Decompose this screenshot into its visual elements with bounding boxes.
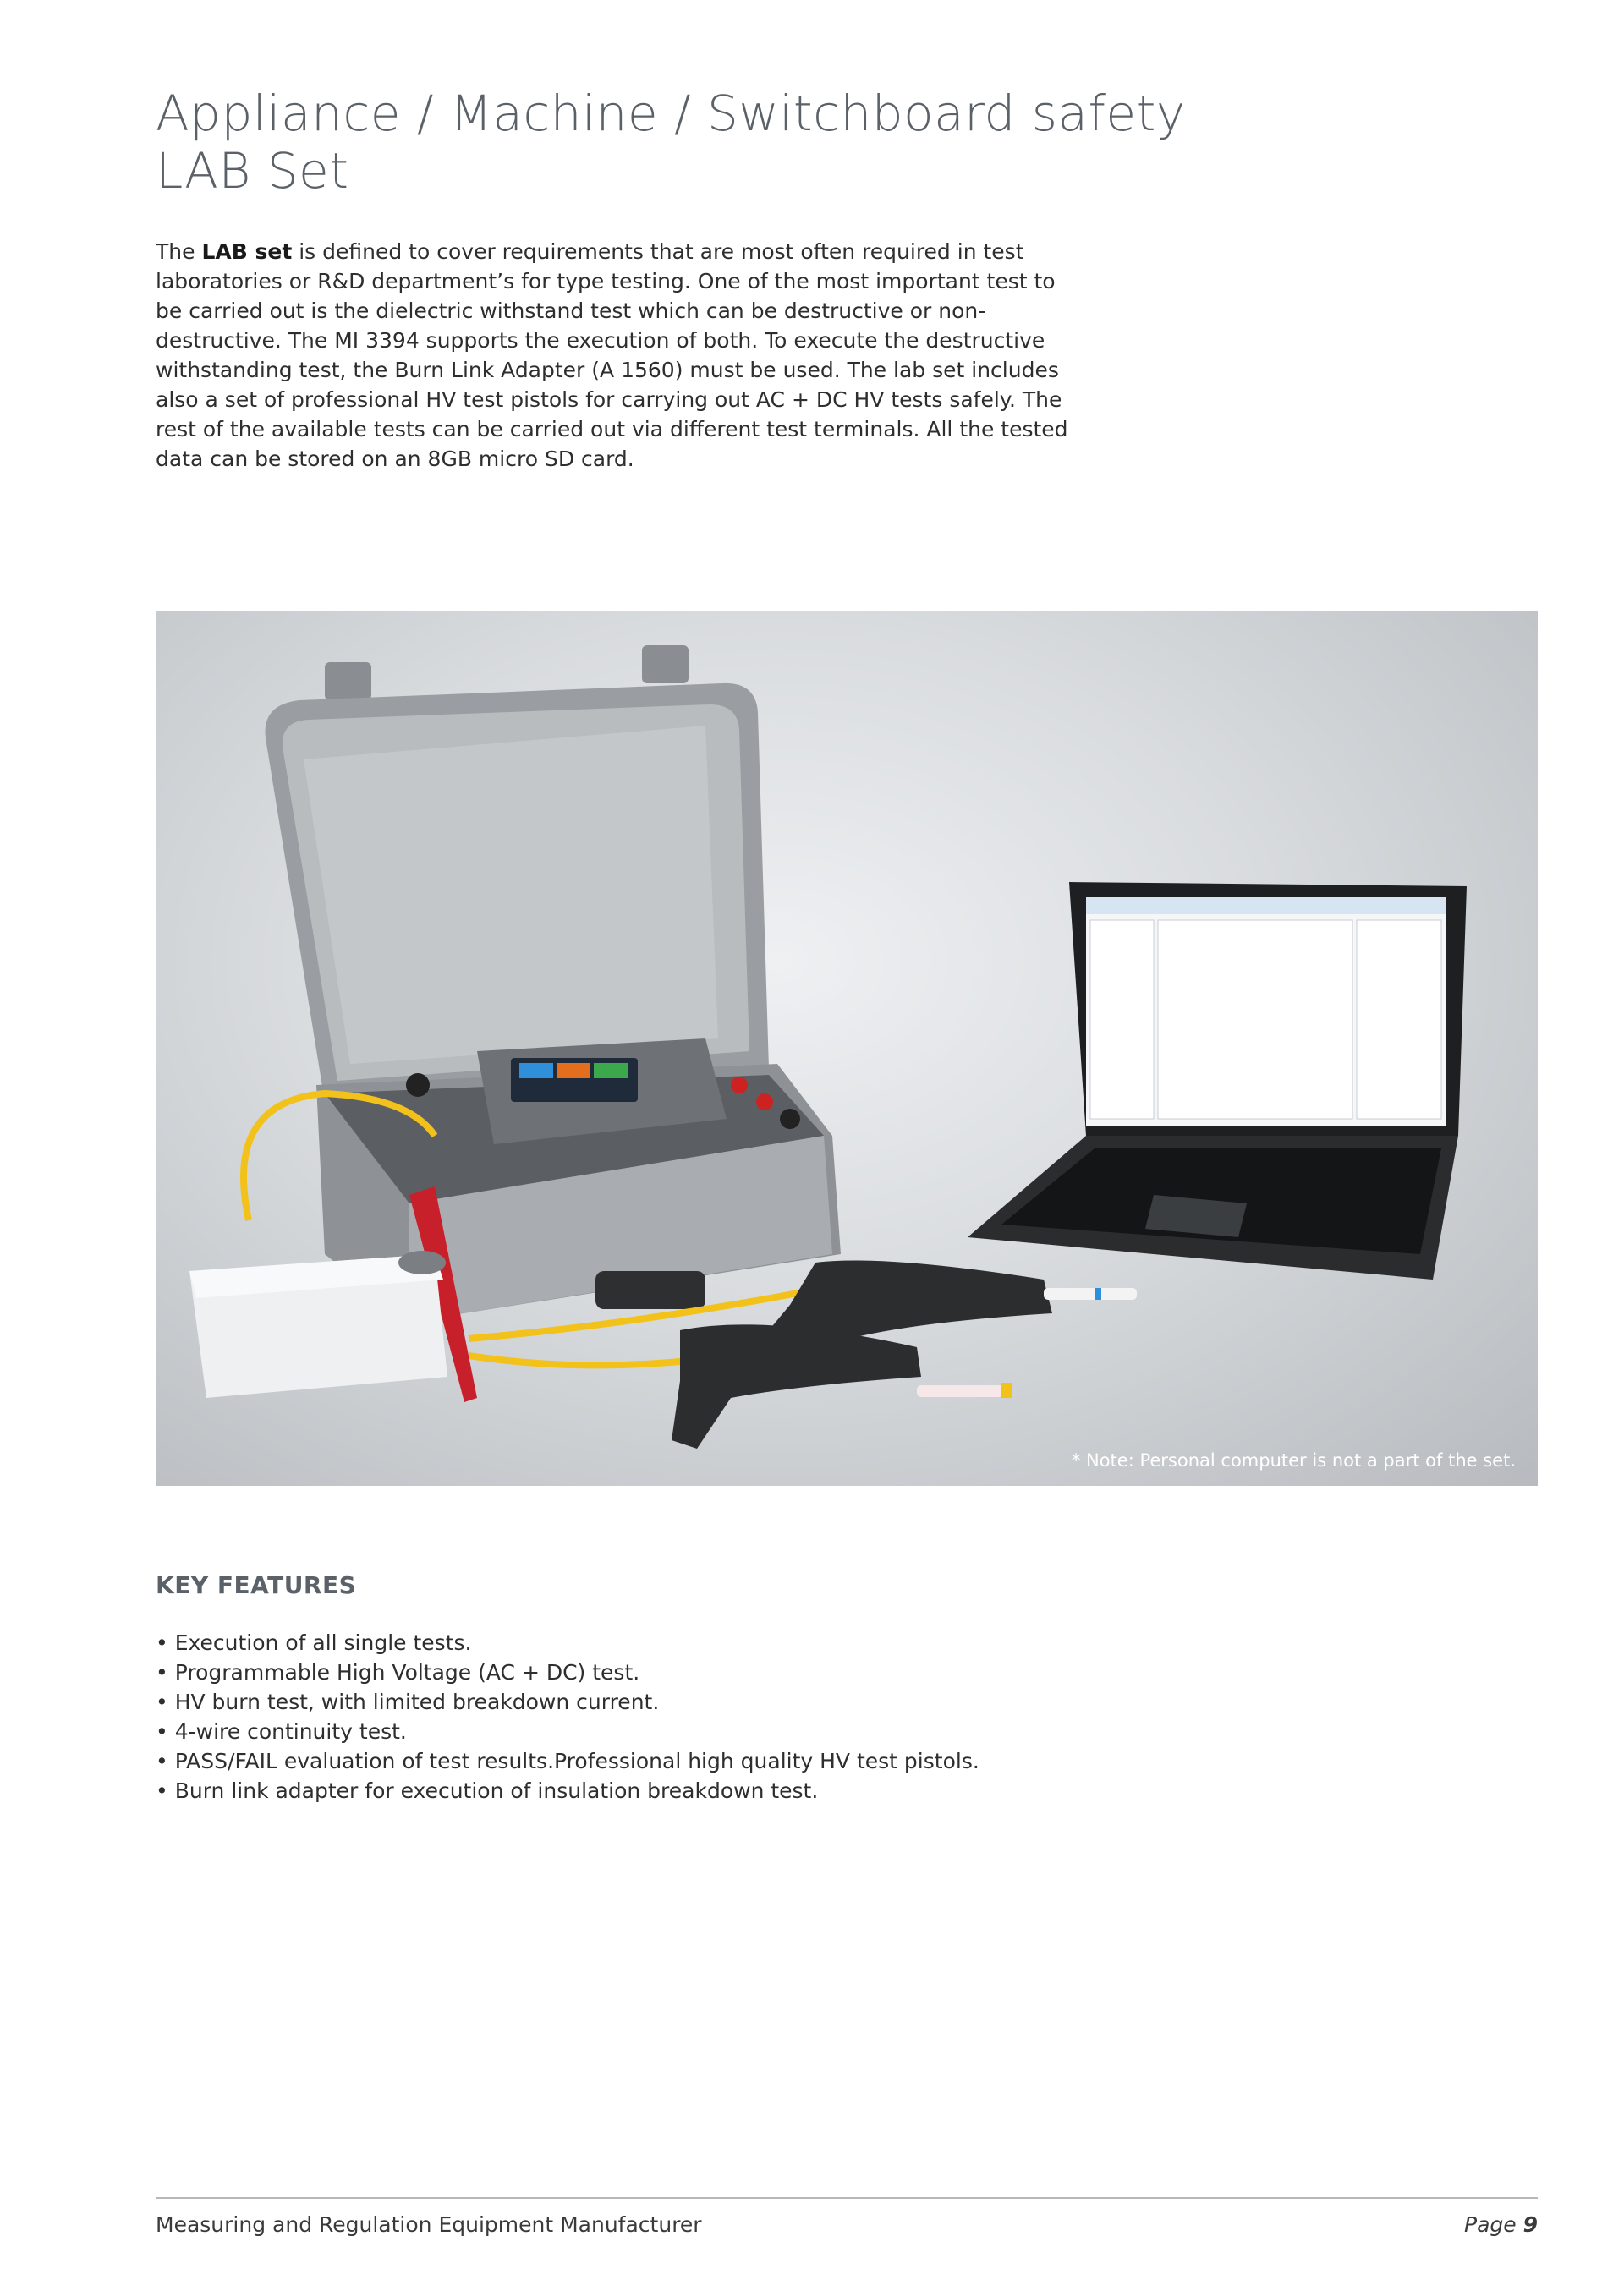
key-features-list <box>156 1628 1340 1806</box>
list-item: • Programmable High Voltage (AC + DC) test. <box>156 1658 1340 1687</box>
burn-link-adapter <box>189 1251 447 1398</box>
list-item: • PASS/FAIL evaluation of test results.Professional high quality HV test pistols. <box>156 1746 1340 1776</box>
intro-prefix: The <box>156 239 202 264</box>
intro-bold-term: LAB set <box>201 239 293 264</box>
intro-paragraph <box>156 237 1069 474</box>
footer-company-line: Measuring and Regulation Equipment Manufacturer <box>156 2212 702 2237</box>
list-item: • Burn link adapter for execution of insulation breakdown test. <box>156 1776 1340 1806</box>
list-item: • HV burn test, with limited breakdown current. <box>156 1687 1340 1717</box>
intro-text: is defined to cover requirements that are most often required in test laboratories or R&D department’s for type testing. One of the most important test to be carried out is the dielectric withstand test which can be destructive or non-destructive. The MI 3394 supports the execution of both. To execute the destructive withstanding test, the Burn Link Adapter (A 1560) must be used. The lab set includes also a set of professional HV test pistols for carrying out AC + DC HV tests safely. The rest of the available tests can be carried out via different test terminals. All the tested data can be stored on an 8GB micro SD card. <box>156 239 1068 471</box>
footer-divider <box>156 2197 1538 2199</box>
product-photo <box>156 611 1538 1486</box>
page-title-line-1: Appliance / Machine / Switchboard safety <box>156 85 1186 142</box>
page-label: Page <box>1464 2212 1523 2237</box>
photo-note: * Note: Personal computer is not a part of the set. <box>1071 1450 1516 1471</box>
list-item: • 4-wire continuity test. <box>156 1717 1340 1746</box>
page-number <box>1464 2212 1538 2237</box>
hv-test-pistols <box>672 1261 1137 1449</box>
case-lid <box>266 645 770 1102</box>
page-number-value: 9 <box>1522 2212 1538 2237</box>
page-title-line-2: LAB Set <box>156 142 349 200</box>
laptop <box>968 882 1467 1280</box>
key-features-heading: KEY FEATURES <box>156 1571 357 1599</box>
list-item: • Execution of all single tests. <box>156 1628 1340 1658</box>
page-title <box>156 85 1340 200</box>
product-illustration <box>156 611 1538 1486</box>
